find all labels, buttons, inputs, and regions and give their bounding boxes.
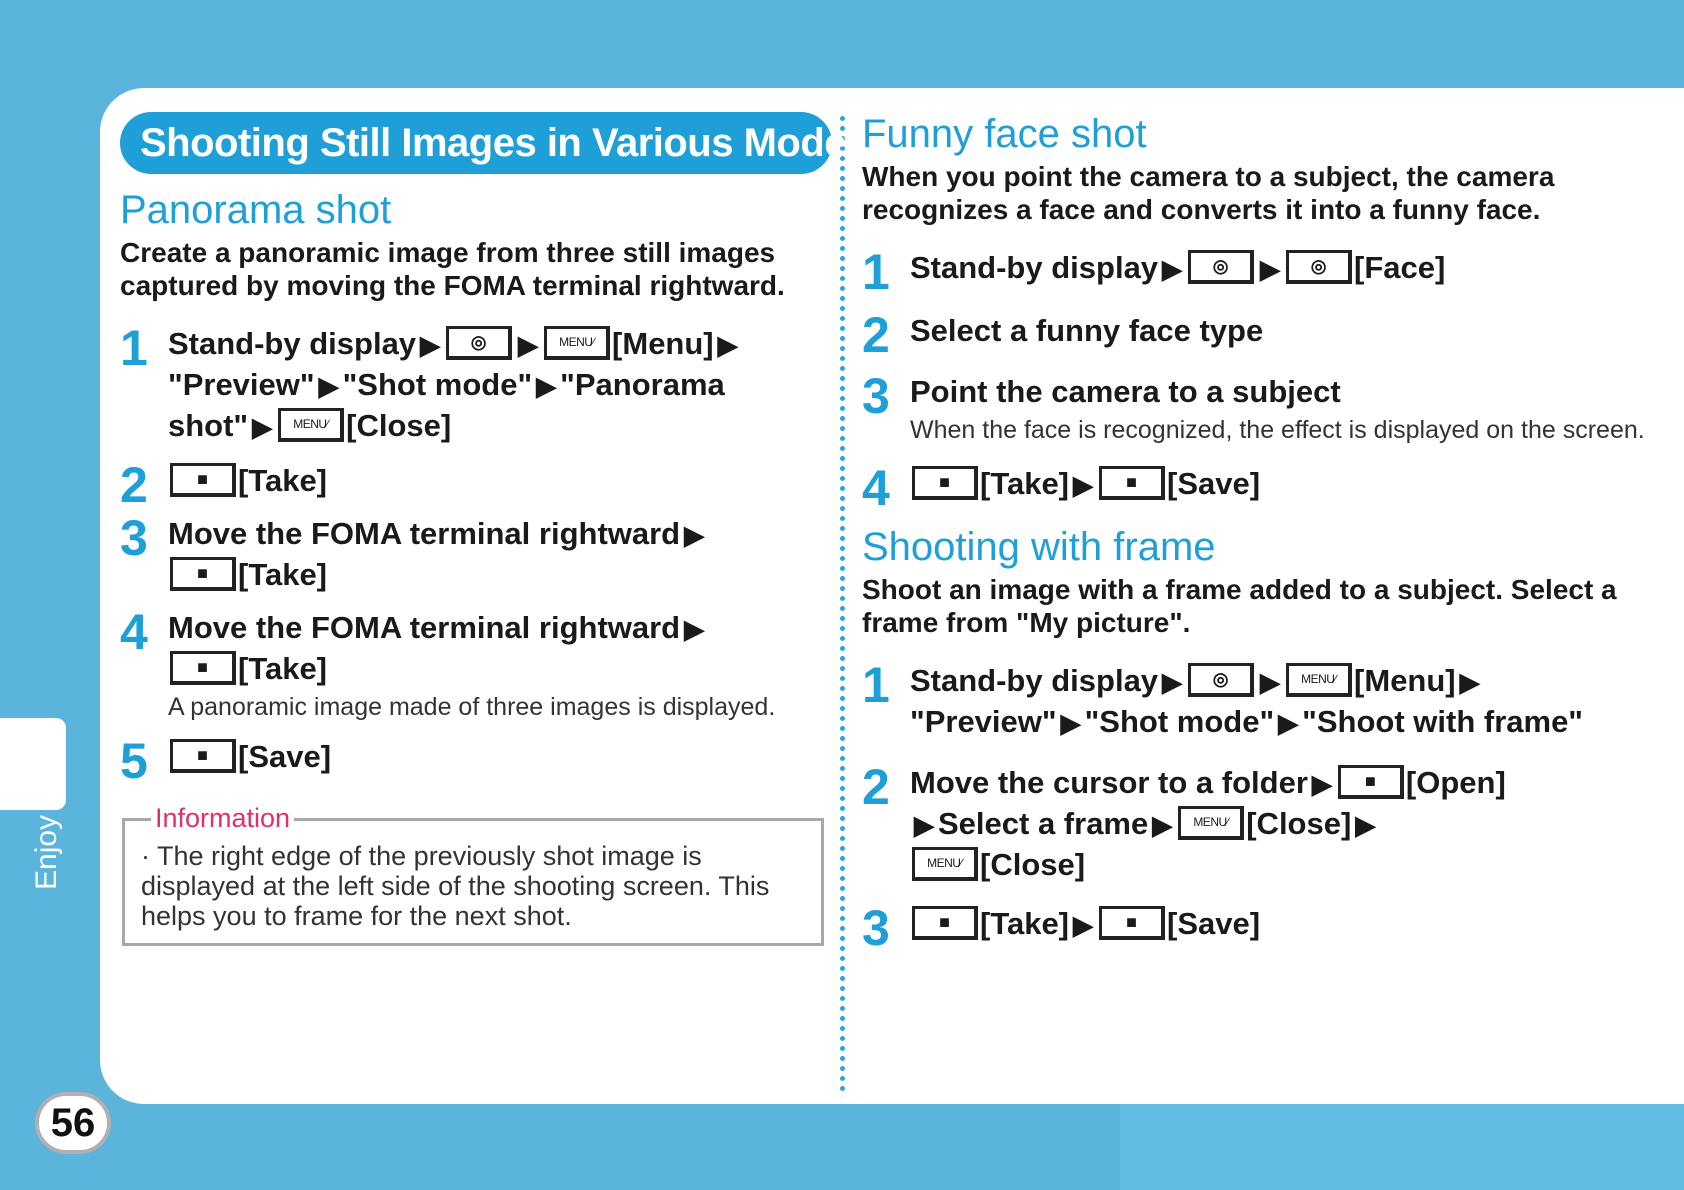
arrow-icon: ▶ [420, 330, 441, 360]
arrow-icon: ▶ [1073, 470, 1094, 500]
arrow-icon: ▶ [1278, 708, 1299, 738]
step-text [168, 737, 832, 776]
section-description: When you point the camera to a subject, the camera recognizes a face and converts it into a funny face. [862, 161, 1555, 225]
step-number: 3 [862, 368, 890, 424]
section-title: Funny face shot [862, 112, 1147, 156]
step [120, 510, 832, 594]
step-part: Move the cursor to a folder [910, 765, 1308, 800]
arrow-icon: ▶ [1311, 769, 1332, 799]
step-part: [Close] [346, 408, 452, 443]
step-part: [Menu] [1354, 663, 1456, 698]
arrow-icon: ▶ [318, 371, 339, 401]
information-box [122, 803, 824, 946]
step-part: Stand-by display [910, 250, 1159, 285]
step-part: Select a frame [938, 806, 1149, 841]
step-part: Stand-by display [168, 326, 417, 361]
step-part: [Take] [238, 463, 328, 498]
step-part: "Shoot with frame" [1302, 704, 1584, 739]
step-number: 3 [120, 510, 148, 566]
step [120, 457, 832, 513]
arrow-icon: ▶ [1073, 910, 1094, 940]
camera-key-icon: ◎ [1188, 250, 1254, 284]
column-divider [840, 116, 845, 1092]
step-number: 4 [862, 460, 890, 516]
camera-key-icon: ◎ [1286, 250, 1352, 284]
step-part: Stand-by display [910, 663, 1159, 698]
side-label: Enjoy [30, 814, 63, 890]
section-description: Create a panoramic image from three still images captured by moving the FOMA terminal rightward. [120, 237, 785, 301]
arrow-icon: ▶ [1355, 810, 1376, 840]
step-part: "Shot mode" [1084, 704, 1275, 739]
center-key-icon: ■ [170, 739, 236, 773]
step-part: [Take] [238, 651, 328, 686]
section-title: Panorama shot [120, 188, 392, 232]
menu-key-icon: MENU∕ [1286, 663, 1352, 697]
menu-key-icon: MENU∕ [912, 847, 978, 881]
arrow-icon: ▶ [914, 810, 934, 840]
center-key-icon: ■ [170, 463, 236, 497]
step [862, 657, 1662, 743]
step [862, 368, 1662, 446]
step-number: 1 [120, 320, 148, 376]
arrow-icon: ▶ [684, 520, 705, 550]
bottom-band [1120, 1104, 1684, 1190]
step-number: 2 [862, 759, 890, 815]
center-key-icon: ■ [1099, 906, 1165, 940]
step-text: Point the camera to a subject [910, 374, 1341, 409]
step-part: "Panorama shot" [168, 367, 725, 443]
step-part: [Take] [980, 466, 1070, 501]
arrow-icon: ▶ [1260, 667, 1281, 697]
information-title: Information [151, 803, 294, 833]
step-part: [Open] [1405, 765, 1506, 800]
step-text [168, 608, 832, 688]
center-key-icon: ■ [1338, 765, 1404, 799]
step-part: [Save] [238, 739, 332, 774]
arrow-icon: ▶ [1260, 254, 1281, 284]
step-text [910, 763, 1662, 884]
step-text: Select a funny face type [910, 313, 1264, 348]
step-part: [Take] [980, 906, 1070, 941]
center-key-icon: ■ [170, 651, 236, 685]
step-number: 1 [862, 657, 890, 713]
center-key-icon: ■ [912, 466, 978, 500]
step-part: [Save] [1167, 906, 1261, 941]
step [862, 244, 1662, 300]
center-key-icon: ■ [1099, 466, 1165, 500]
camera-key-icon: ◎ [1188, 663, 1254, 697]
step-number: 4 [120, 604, 148, 660]
step-text [910, 464, 1662, 505]
arrow-icon: ▶ [1152, 810, 1173, 840]
step-part: "Preview" [910, 704, 1057, 739]
arrow-icon: ▶ [1060, 708, 1081, 738]
step [862, 900, 1662, 956]
step [862, 759, 1662, 884]
arrow-icon: ▶ [717, 330, 738, 360]
step-number: 2 [120, 457, 148, 513]
menu-key-icon: MENU∕ [544, 326, 610, 360]
step-part: "Preview" [168, 367, 315, 402]
step [120, 604, 832, 723]
camera-key-icon: ◎ [446, 326, 512, 360]
step-number: 1 [862, 244, 890, 300]
step-note: When the face is recognized, the effect is displayed on the screen. [910, 416, 1645, 444]
step-text [910, 904, 1662, 945]
step-number: 2 [862, 307, 890, 363]
menu-key-icon: MENU∕ [278, 408, 344, 442]
arrow-icon: ▶ [684, 614, 705, 644]
step-number: 3 [862, 900, 890, 956]
center-key-icon: ■ [912, 906, 978, 940]
step-part: "Shot mode" [342, 367, 533, 402]
page-banner: Shooting Still Images in Various Modes [120, 112, 832, 174]
step-part: [Face] [1354, 250, 1446, 285]
step-text [910, 661, 1662, 743]
arrow-icon: ▶ [1162, 254, 1183, 284]
arrow-icon: ▶ [252, 412, 273, 442]
step-part: [Close] [1246, 806, 1352, 841]
step-note: A panoramic image made of three images is displayed. [168, 693, 776, 721]
step-text [168, 514, 832, 594]
step-text [910, 248, 1662, 289]
step-part: [Menu] [612, 326, 714, 361]
step-part: [Close] [980, 847, 1086, 882]
step-number: 5 [120, 733, 148, 789]
step-part: Move the FOMA terminal rightward [168, 516, 681, 551]
step [862, 307, 1662, 363]
step [862, 460, 1662, 516]
menu-key-icon: MENU∕ [1178, 806, 1244, 840]
step-part: [Take] [238, 557, 328, 592]
arrow-icon: ▶ [536, 371, 557, 401]
information-text: · The right edge of the previously shot image is displayed at the left side of the shooting screen. This helps you to frame for the next shot. [141, 841, 770, 931]
step [120, 733, 832, 789]
left-column [120, 112, 868, 946]
right-column [862, 110, 1662, 956]
step [120, 320, 832, 447]
arrow-icon: ▶ [518, 330, 539, 360]
step-text [168, 324, 832, 447]
arrow-icon: ▶ [1162, 667, 1183, 697]
step-part: [Save] [1167, 466, 1261, 501]
section-title: Shooting with frame [862, 525, 1216, 569]
section-description: Shoot an image with a frame added to a subject. Select a frame from "My picture". [862, 574, 1617, 638]
center-key-icon: ■ [170, 557, 236, 591]
side-tab [0, 718, 66, 810]
step-part: Move the FOMA terminal rightward [168, 610, 681, 645]
arrow-icon: ▶ [1459, 667, 1480, 697]
step-text [168, 461, 832, 500]
page-number: 56 [35, 1092, 111, 1154]
